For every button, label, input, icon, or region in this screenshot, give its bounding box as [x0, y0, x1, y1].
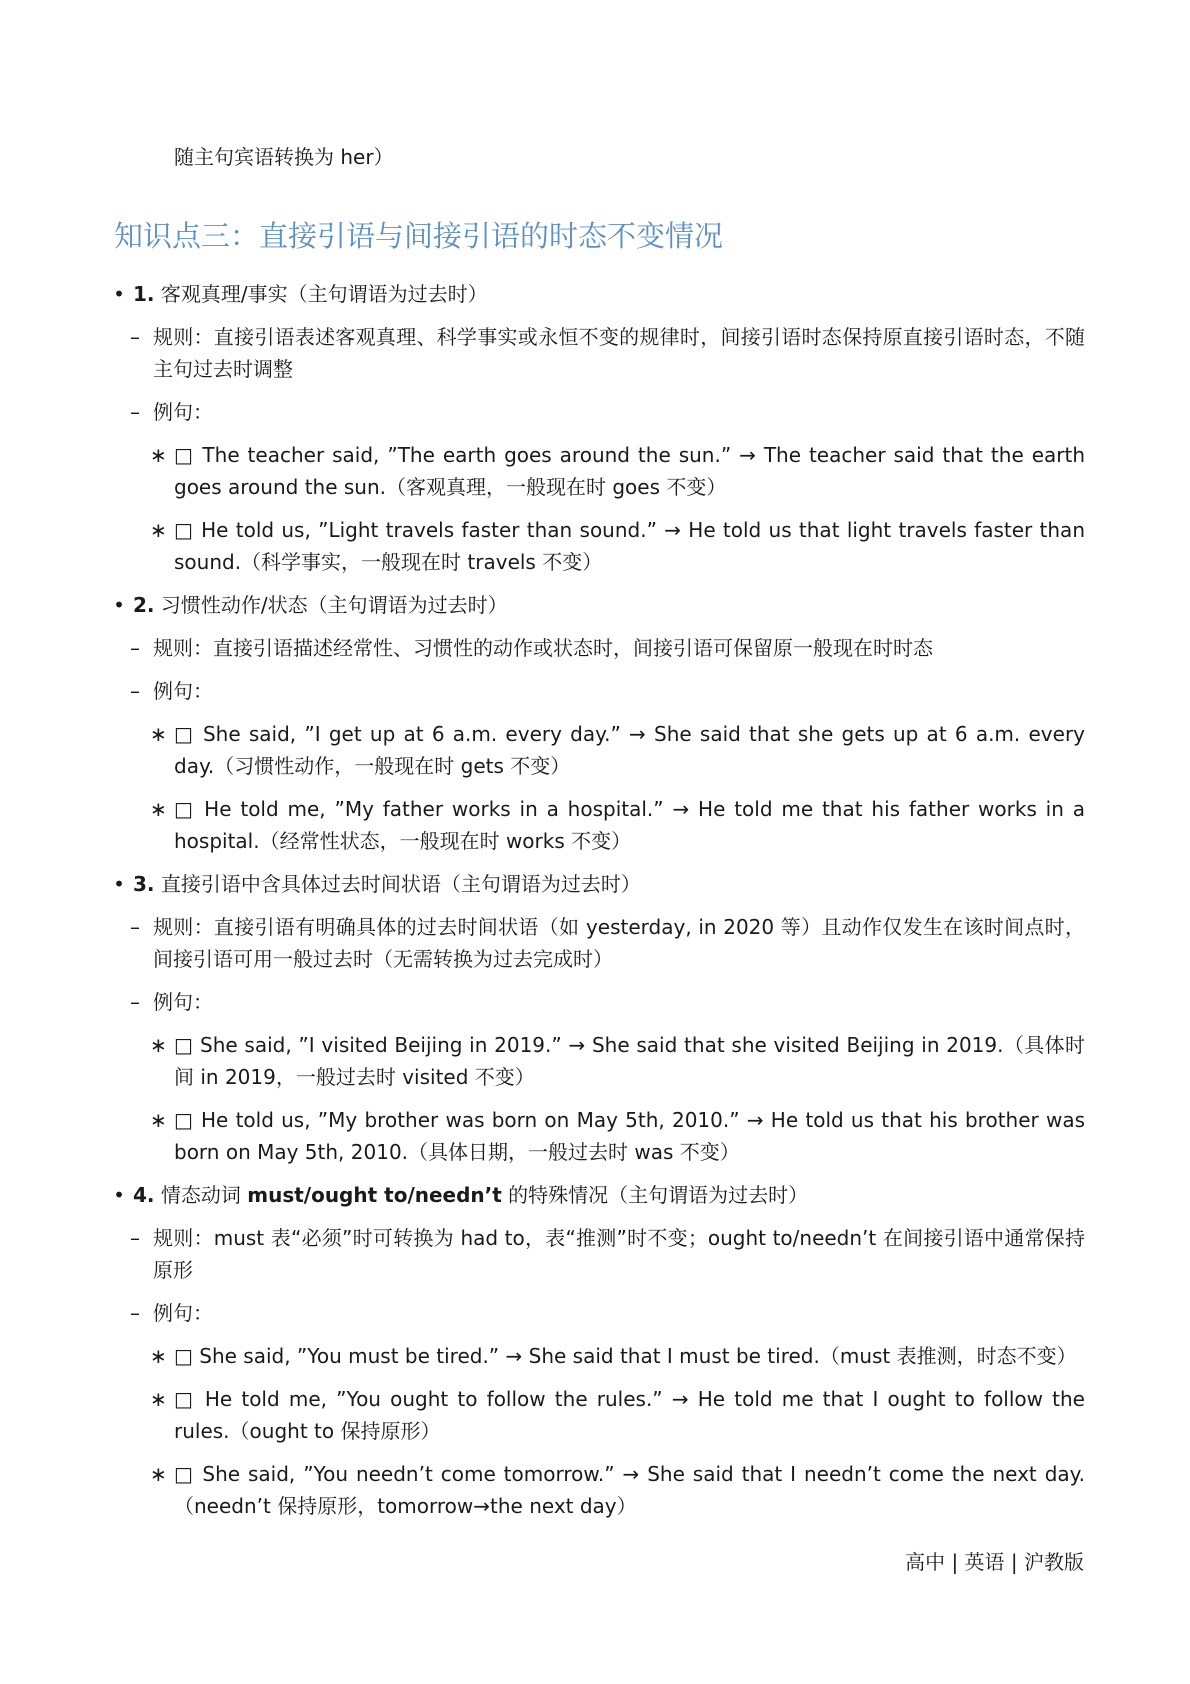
- example-text: □ She said, ”You must be tired.” → She said that I must be tired.（must 表推测，时态不变）: [174, 1344, 1077, 1368]
- bullet-dash: –: [130, 990, 140, 1014]
- bullet-star: ∗: [150, 722, 167, 746]
- list-item-2: [110, 589, 1085, 621]
- bullet-dash: –: [130, 400, 140, 424]
- example-label-item: [110, 1297, 1085, 1329]
- bullet-star: ∗: [150, 518, 167, 542]
- item-title: 习惯性动作/状态（主句谓语为过去时）: [160, 593, 508, 617]
- example-label: 例句：: [153, 400, 213, 424]
- example-label: 例句：: [153, 1301, 213, 1325]
- example-item: [110, 718, 1085, 782]
- page-footer: 高中 | 英语 | 沪教版: [905, 1550, 1084, 1574]
- rule-item: [110, 632, 1085, 664]
- item-number: 4.: [133, 1183, 155, 1207]
- bullet-dot: •: [113, 282, 125, 306]
- bullet-dot: •: [113, 1183, 125, 1207]
- rule-text: 规则：must 表“必须”时可转换为 had to，表“推测”时不变；ought to/needn’t 在间接引语中通常保持原形: [153, 1226, 1085, 1282]
- example-text: □ He told me, ”My father works in a hospital.” → He told me that his father works in a hospital.（经常性状态，一般现在时 works 不变）: [174, 797, 1085, 853]
- section-content: [110, 278, 1085, 1533]
- item-title-post: 的特殊情况（主句谓语为过去时）: [501, 1183, 809, 1207]
- example-item: [110, 1458, 1085, 1522]
- bullet-star: ∗: [150, 1033, 167, 1057]
- bullet-dash: –: [130, 915, 140, 939]
- item-title-bold: must/ought to/needn’t: [247, 1183, 502, 1207]
- example-item: [110, 1340, 1085, 1372]
- example-item: [110, 1029, 1085, 1093]
- bullet-star: ∗: [150, 1344, 167, 1368]
- example-item: [110, 514, 1085, 578]
- rule-item: [110, 1222, 1085, 1286]
- example-text: □ She said, ”I get up at 6 a.m. every day.” → She said that she gets up at 6 a.m. every day.（习惯性动作，一般现在时 gets 不变）: [174, 722, 1085, 778]
- rule-item: [110, 321, 1085, 385]
- rule-item: [110, 911, 1085, 975]
- example-text: □ The teacher said, ”The earth goes around the sun.” → The teacher said that the earth goes around the sun.（客观真理，一般现在时 goes 不变）: [174, 443, 1085, 499]
- item-title: 客观真理/事实（主句谓语为过去时）: [160, 282, 488, 306]
- example-label-item: [110, 675, 1085, 707]
- bullet-dot: •: [113, 872, 125, 896]
- item-number: 1.: [133, 282, 155, 306]
- example-text: □ She said, ”You needn’t come tomorrow.” → She said that I needn’t come the next day.（needn’t 保持原形，tomorrow→the next day）: [174, 1462, 1085, 1518]
- example-label-item: [110, 986, 1085, 1018]
- item-number: 2.: [133, 593, 155, 617]
- example-text: □ He told us, ”My brother was born on May 5th, 2010.” → He told us that his brother was born on May 5th, 2010.（具体日期，一般过去时 was 不变）: [174, 1108, 1085, 1164]
- example-text: □ She said, ”I visited Beijing in 2019.” → She said that she visited Beijing in 2019.（具体时间 in 2019，一般过去时 visited 不变）: [174, 1033, 1085, 1089]
- bullet-dash: –: [130, 325, 140, 349]
- item-number: 3.: [133, 872, 155, 896]
- example-label: 例句：: [153, 990, 213, 1014]
- bullet-star: ∗: [150, 1108, 167, 1132]
- example-label-item: [110, 396, 1085, 428]
- example-item: [110, 439, 1085, 503]
- bullet-dot: •: [113, 593, 125, 617]
- bullet-dash: –: [130, 1226, 140, 1250]
- list-item-4: [110, 1179, 1085, 1211]
- example-item: [110, 1104, 1085, 1168]
- example-text: □ He told us, ”Light travels faster than sound.” → He told us that light travels faster than sound.（科学事实，一般现在时 travels 不变）: [174, 518, 1085, 574]
- bullet-dash: –: [130, 679, 140, 703]
- item-title: 直接引语中含具体过去时间状语（主句谓语为过去时）: [160, 872, 641, 896]
- section-title: 知识点三：直接引语与间接引语的时态不变情况: [114, 219, 724, 253]
- item-title-pre: 情态动词: [160, 1183, 248, 1207]
- example-item: [110, 793, 1085, 857]
- example-text: □ He told me, ”You ought to follow the rules.” → He told me that I ought to follow the rules.（ought to 保持原形）: [174, 1387, 1085, 1443]
- example-label: 例句：: [153, 679, 213, 703]
- rule-text: 规则：直接引语有明确具体的过去时间状语（如 yesterday, in 2020 等）且动作仅发生在该时间点时，间接引语可用一般过去时（无需转换为过去完成时）: [153, 915, 1085, 971]
- bullet-dash: –: [130, 1301, 140, 1325]
- bullet-star: ∗: [150, 443, 167, 467]
- rule-text: 规则：直接引语描述经常性、习惯性的动作或状态时，间接引语可保留原一般现在时时态: [153, 636, 933, 660]
- list-item-1: [110, 278, 1085, 310]
- bullet-star: ∗: [150, 797, 167, 821]
- bullet-dash: –: [130, 636, 140, 660]
- rule-text: 规则：直接引语表述客观真理、科学事实或永恒不变的规律时，间接引语时态保持原直接引语时态，不随主句过去时调整: [153, 325, 1085, 381]
- list-item-3: [110, 868, 1085, 900]
- continuation-text: 随主句宾语转换为 her）: [174, 145, 394, 169]
- bullet-star: ∗: [150, 1387, 167, 1411]
- example-item: [110, 1383, 1085, 1447]
- bullet-star: ∗: [150, 1462, 167, 1486]
